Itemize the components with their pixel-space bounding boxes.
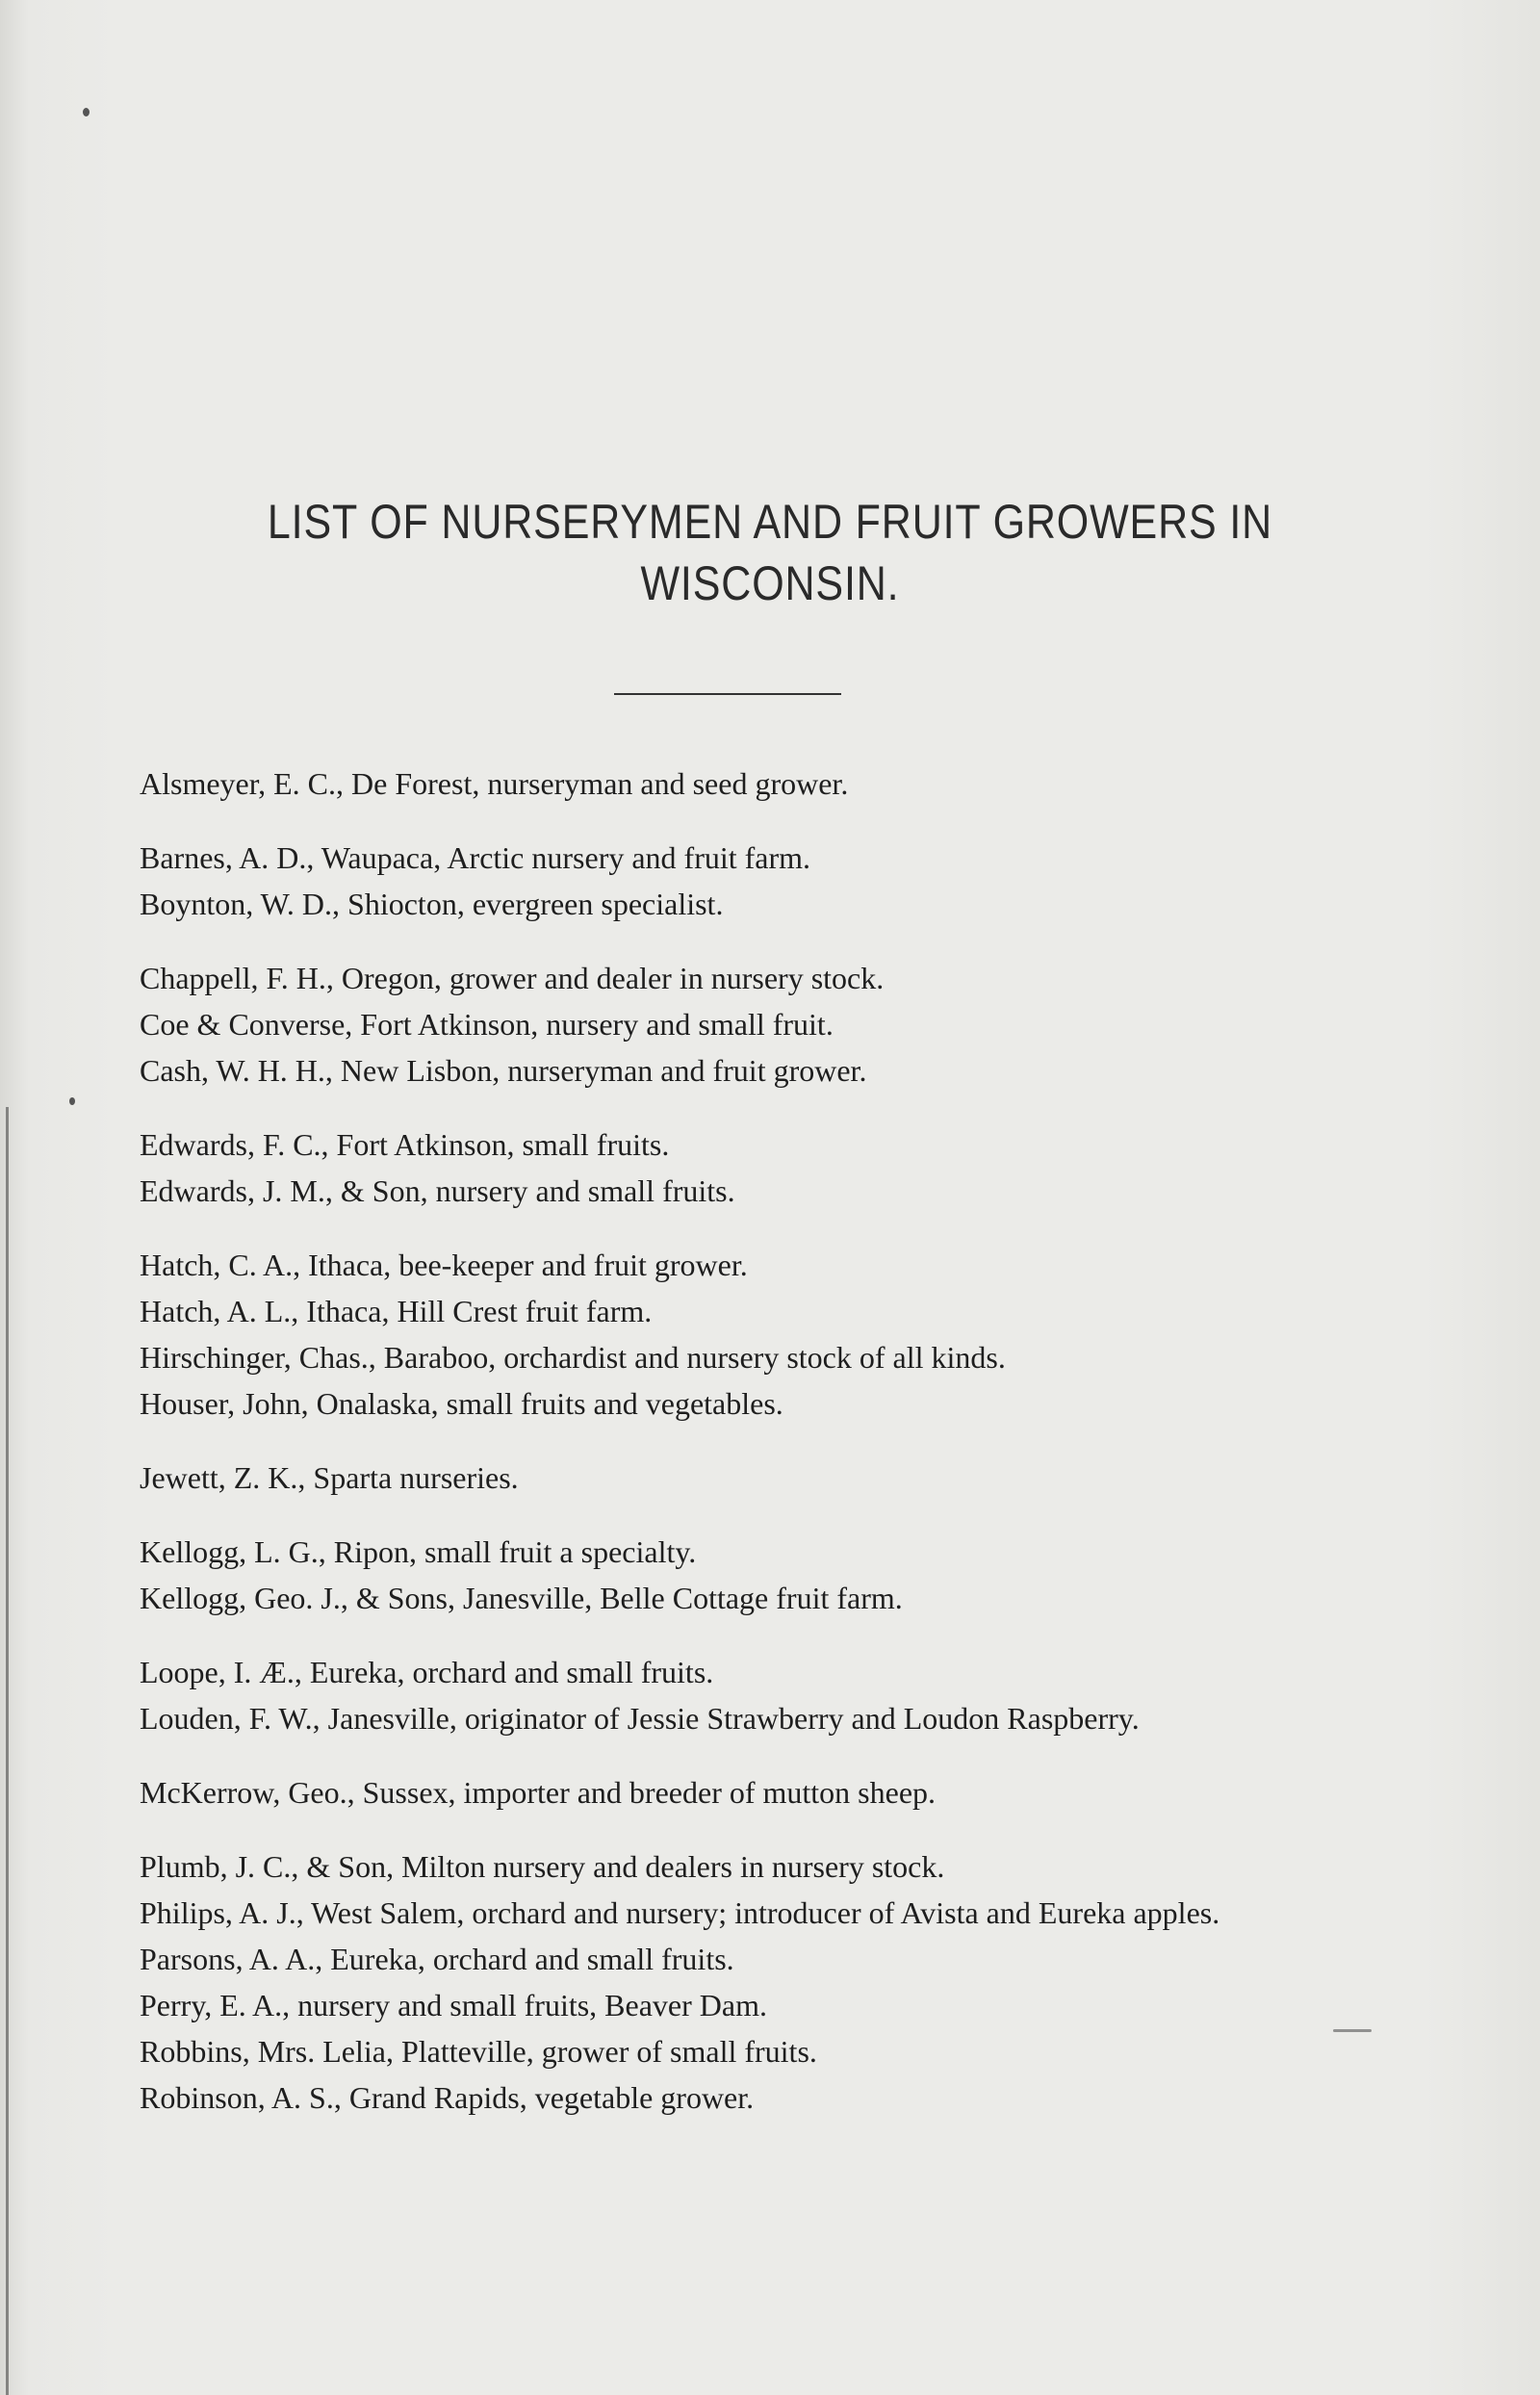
entry-group: [140, 1529, 1376, 1621]
list-entry: Perry, E. A., nursery and small fruits, Beaver Dam.: [140, 1988, 767, 2022]
list-entry: Robinson, A. S., Grand Rapids, vegetable grower.: [140, 2080, 755, 2115]
ink-speck: [83, 108, 90, 116]
entry-group: [140, 835, 1376, 927]
title-line-2: WISCONSIN.: [640, 556, 900, 610]
list-entry: Hatch, C. A., Ithaca, bee-keeper and fruit grower.: [140, 1248, 748, 1282]
list-entry: Jewett, Z. K., Sparta nurseries.: [140, 1460, 519, 1495]
list-entry: Robbins, Mrs. Lelia, Platteville, grower of small fruits.: [140, 2034, 817, 2069]
ink-speck: [69, 1097, 75, 1105]
list-entry: McKerrow, Geo., Sussex, importer and breeder of mutton sheep.: [140, 1775, 937, 1810]
list-entry: Chappell, F. H., Oregon, grower and dealer in nursery stock.: [140, 961, 885, 995]
entry-group: [140, 1121, 1376, 1214]
grower-list: [140, 760, 1376, 2149]
list-entry: Philips, A. J., West Salem, orchard and nursery; introducer of Avista and Eureka apples.: [140, 1895, 1220, 1930]
list-entry: Parsons, A. A., Eureka, orchard and small fruits.: [140, 1942, 734, 1976]
title-divider: [614, 693, 841, 695]
list-entry: Houser, John, Onalaska, small fruits and vegetables.: [140, 1386, 783, 1421]
list-entry: Kellogg, L. G., Ripon, small fruit a specialty.: [140, 1534, 697, 1569]
entry-group: [140, 760, 1376, 807]
page-title: [108, 491, 1432, 614]
entry-group: [140, 955, 1376, 1094]
list-entry: Boynton, W. D., Shiocton, evergreen specialist.: [140, 887, 724, 921]
entry-group: [140, 1242, 1376, 1427]
list-entry: Cash, W. H. H., New Lisbon, nurseryman and fruit grower.: [140, 1053, 867, 1088]
entry-group: [140, 1649, 1376, 1741]
entry-group: [140, 1769, 1376, 1816]
list-entry: Edwards, F. C., Fort Atkinson, small fruits.: [140, 1127, 670, 1162]
list-entry: Loope, I. Æ., Eureka, orchard and small fruits.: [140, 1655, 714, 1689]
list-entry: Coe & Converse, Fort Atkinson, nursery and small fruit.: [140, 1007, 834, 1042]
list-entry: Hirschinger, Chas., Baraboo, orchardist and nursery stock of all kinds.: [140, 1340, 1006, 1375]
list-entry: Louden, F. W., Janesville, originator of Jessie Strawberry and Loudon Raspberry.: [140, 1701, 1140, 1736]
list-entry: Hatch, A. L., Ithaca, Hill Crest fruit farm.: [140, 1294, 653, 1328]
list-entry: Plumb, J. C., & Son, Milton nursery and dealers in nursery stock.: [140, 1849, 945, 1884]
list-entry: Edwards, J. M., & Son, nursery and small fruits.: [140, 1173, 735, 1208]
title-line-1: LIST OF NURSERYMEN AND FRUIT GROWERS IN: [267, 495, 1273, 549]
list-entry: Barnes, A. D., Waupaca, Arctic nursery and fruit farm.: [140, 840, 811, 875]
entry-group: [140, 1455, 1376, 1501]
list-entry: Kellogg, Geo. J., & Sons, Janesville, Belle Cottage fruit farm.: [140, 1581, 903, 1615]
page-edge-line: [6, 1107, 9, 2395]
entry-group: [140, 1843, 1376, 2121]
list-entry: Alsmeyer, E. C., De Forest, nurseryman and seed grower.: [140, 766, 849, 801]
